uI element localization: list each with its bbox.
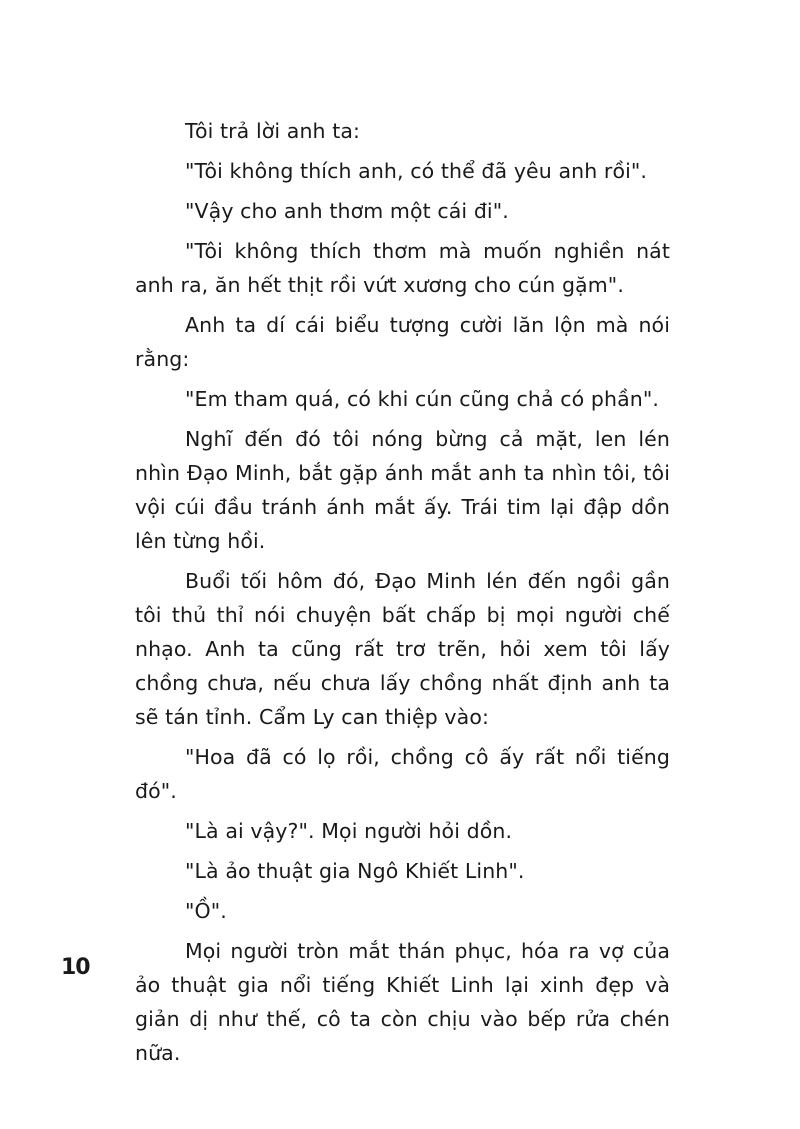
paragraph: Anh ta dí cái biểu tượng cười lăn lộn mà nói rằng:	[135, 313, 670, 371]
paragraph: "Là ai vậy?". Mọi người hỏi dồn.	[185, 819, 513, 843]
paragraph: "Hoa đã có lọ rồi, chồng cô ấy rất nổi tiếng đó".	[135, 745, 670, 803]
paragraph: "Ồ".	[185, 899, 227, 923]
paragraph: "Em tham quá, có khi cún cũng chả có phần".	[185, 387, 659, 411]
paragraph: "Là ảo thuật gia Ngô Khiết Linh".	[185, 859, 525, 883]
paragraph: Nghĩ đến đó tôi nóng bừng cả mặt, len lén nhìn Đạo Minh, bắt gặp ánh mắt anh ta nhìn tôi, tôi vội cúi đầu tránh ánh mắt ấy. Trái tim lại đập dồn lên từng hồi.	[135, 427, 670, 553]
paragraph: Tôi trả lời anh ta:	[185, 119, 361, 143]
paragraph: "Tôi không thích anh, có thể đã yêu anh rồi".	[185, 159, 648, 183]
paragraph: "Vậy cho anh thơm một cái đi".	[185, 199, 509, 223]
paragraph: Mọi người tròn mắt thán phục, hóa ra vợ của ảo thuật gia nổi tiếng Khiết Linh lại xinh đẹp và giản dị như thế, cô ta còn chịu vào bếp rửa chén nữa.	[135, 939, 670, 1065]
body-text	[135, 114, 670, 1076]
paragraph: "Tôi không thích thơm mà muốn nghiền nát anh ra, ăn hết thịt rồi vứt xương cho cún gặm".	[135, 239, 670, 297]
page-number: 10	[61, 955, 90, 980]
paragraph: Buổi tối hôm đó, Đạo Minh lén đến ngồi gần tôi thủ thỉ nói chuyện bất chấp bị mọi người chế nhạo. Anh ta cũng rất trơ trẽn, hỏi xem tôi lấy chồng chưa, nếu chưa lấy chồng nhất định anh ta sẽ tán tỉnh. Cẩm Ly can thiệp vào:	[135, 569, 670, 729]
